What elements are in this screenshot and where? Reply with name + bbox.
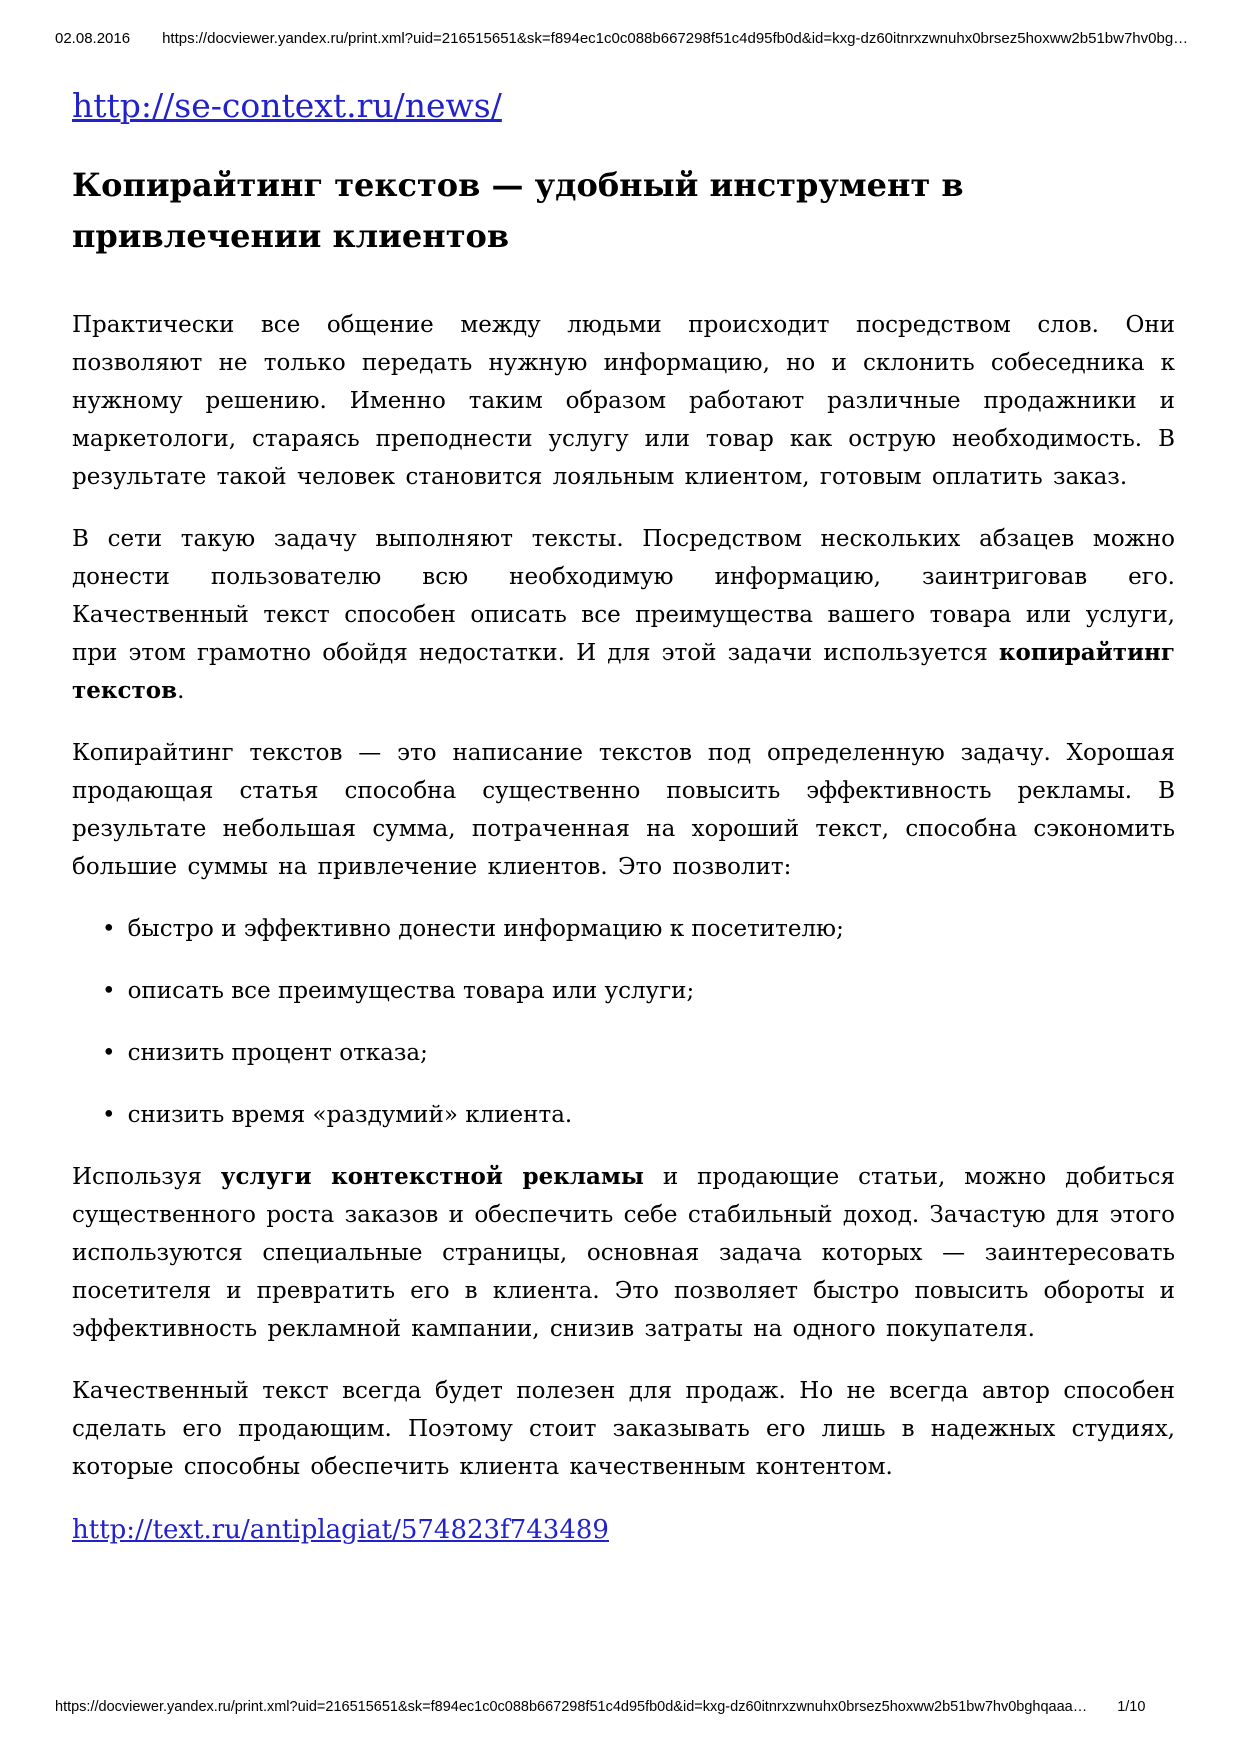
- list-item: [102, 972, 1175, 1010]
- list-item: [102, 1096, 1175, 1134]
- list-item-text: описать все преимущества товара или услуги;: [127, 978, 695, 1004]
- list-item-text: снизить время «раздумий» клиента.: [127, 1102, 573, 1128]
- page-title: Копирайтинг текстов — удобный инструмент в привлечении клиентов: [72, 166, 964, 255]
- benefits-list: [72, 910, 1175, 1134]
- source-link[interactable]: http://se-context.ru/news/: [72, 86, 502, 125]
- paragraph-4: [72, 1158, 1175, 1348]
- paragraph-4-bold: услуги контекстной рекламы: [220, 1163, 644, 1190]
- paragraph-2-text: В сети такую задачу выполняют тексты. Посредством нескольких абзацев можно донести пользователю всю необходимую информацию, заинтриговав его. Качественный текст способен описать все преимущества вашего товара или услуги, при этом грамотно обойдя недостатки. И для этой задачи используется: [72, 526, 1175, 666]
- bullet-icon: •: [102, 1102, 116, 1128]
- paragraph-3: [72, 734, 1175, 886]
- paragraph-2: [72, 520, 1175, 710]
- paragraph-2-end: .: [177, 678, 185, 704]
- header-date: 02.08.2016: [55, 30, 131, 47]
- paragraph-4-text: Используя: [72, 1164, 221, 1190]
- bullet-icon: •: [102, 916, 116, 942]
- bullet-icon: •: [102, 978, 116, 1004]
- list-item: [102, 910, 1175, 948]
- paragraph-1-text: Практически все общение между людьми происходит посредством слов. Они позволяют не только передать нужную информацию, но и склонить собеседника к нужному решению. Именно таким образом работают различные продажники и маркетологи, стараясь преподнести услугу или товар как острую необходимость. В результате такой человек становится лояльным клиентом, готовым оплатить заказ.: [72, 312, 1175, 490]
- paragraph-3-text: Копирайтинг текстов — это написание текстов под определенную задачу. Хорошая продающая статья способна существенно повысить эффективность рекламы. В результате небольшая сумма, потраченная на хороший текст, способна сэкономить большие суммы на привлечение клиентов. Это позволит:: [72, 740, 1175, 880]
- paragraph-5: [72, 1372, 1175, 1486]
- list-item: [102, 1034, 1175, 1072]
- bullet-icon: •: [102, 1040, 116, 1066]
- footer-url: https://docviewer.yandex.ru/print.xml?uid=216515651&sk=f894ec1c0c088b667298f51c4d95fb0d&id=kxg-dz60itnrxzwnuhx0brsez5hoxww2b51bw7hv0bghqaaa…: [55, 1699, 1088, 1715]
- document-page: [72, 0, 1175, 1548]
- list-item-text: снизить процент отказа;: [127, 1040, 428, 1066]
- header-url: https://docviewer.yandex.ru/print.xml?uid=216515651&sk=f894ec1c0c088b667298f51c4d95fb0d&id=kxg-dz60itnrxzwnuhx0brsez5hoxww2b51bw7hv0bg…: [162, 30, 1189, 47]
- antiplagiat-link[interactable]: http://text.ru/antiplagiat/574823f743489: [72, 1515, 609, 1545]
- list-item-text: быстро и эффективно донести информацию к посетителю;: [127, 916, 844, 942]
- paragraph-5-text: Качественный текст всегда будет полезен для продаж. Но не всегда автор способен сделать его продающим. Поэтому стоит заказывать его лишь в надежных студиях, которые способны обеспечить клиента качественным контентом.: [72, 1378, 1175, 1480]
- paragraph-4-end: и продающие статьи, можно добиться существенного роста заказов и обеспечить себе стабильный доход. Зачастую для этого используются специальные страницы, основная задача которых — заинтересовать посетителя и превратить его в клиента. Это позволяет быстро повысить обороты и эффективность рекламной кампании, снизив затраты на одного покупателя.: [72, 1164, 1175, 1342]
- page-number: 1/10: [1117, 1699, 1146, 1715]
- print-footer: [55, 1698, 1190, 1716]
- paragraph-2-bold: копирайтинг текстов: [72, 639, 1175, 704]
- paragraph-1: [72, 306, 1175, 496]
